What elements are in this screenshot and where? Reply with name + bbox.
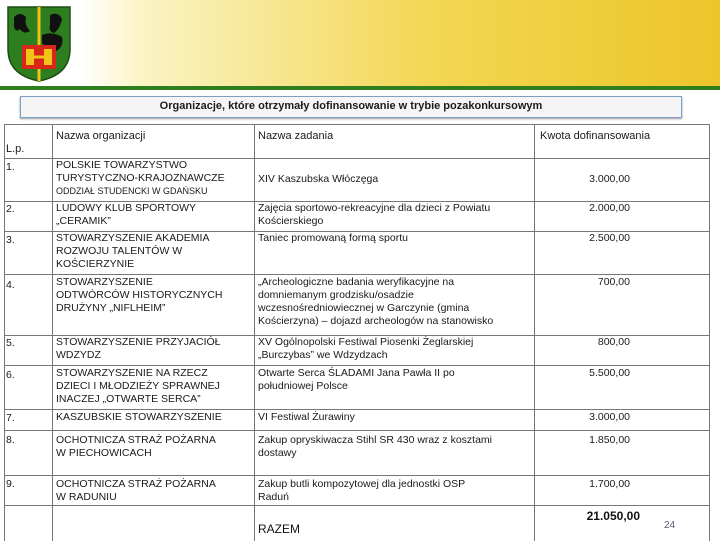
column-divider bbox=[52, 125, 53, 541]
organization-name: STOWARZYSZENIE NA RZECZ DZIECI I MŁODZIEŻY SPRAWNEJ INACZEJ „OTWARTE SERCA” bbox=[56, 367, 220, 405]
row-divider bbox=[4, 430, 710, 431]
row-number: 1. bbox=[6, 161, 15, 173]
funding-table bbox=[4, 124, 710, 541]
task-name: Zajęcia sportowo-rekreacyjne dla dzieci z Powiatu Kościerskiego bbox=[258, 202, 491, 227]
amount: 5.500,00 bbox=[589, 367, 630, 379]
coat-of-arms-icon bbox=[6, 5, 72, 83]
amount: 2.000,00 bbox=[589, 202, 630, 214]
amount: 1.850,00 bbox=[589, 434, 630, 446]
header-band bbox=[0, 0, 720, 88]
row-number: 2. bbox=[6, 203, 15, 215]
page-title: Organizacje, które otrzymały dofinansowanie w trybie pozakonkursowym bbox=[159, 100, 543, 112]
organization-name: STOWARZYSZENIE ODTWÓRCÓW HISTORYCZNYCH DRUŻYNY „NIFLHEIM” bbox=[56, 276, 223, 314]
table-border bbox=[4, 125, 5, 541]
amount: 800,00 bbox=[597, 336, 630, 348]
task-name: Taniec promowaną formą sportu bbox=[258, 232, 408, 244]
task-name: Otwarte Serca ŚLADAMI Jana Pawła II po południowej Polsce bbox=[258, 367, 455, 392]
column-divider bbox=[534, 125, 535, 541]
header-lp: L.p. bbox=[6, 143, 25, 155]
task-name: Zakup butli kompozytowej dla jednostki OSP Raduń bbox=[258, 478, 466, 503]
row-divider bbox=[4, 274, 710, 275]
page-number: 24 bbox=[664, 520, 676, 531]
organization-name: OCHOTNICZA STRAŻ POŻARNA W PIECHOWICACH bbox=[56, 434, 216, 459]
task-name: VI Festiwal Żurawiny bbox=[258, 411, 355, 423]
row-number: 8. bbox=[6, 434, 15, 446]
row-number: 4. bbox=[6, 279, 15, 291]
row-divider bbox=[4, 475, 710, 476]
row-divider bbox=[4, 505, 710, 506]
row-number: 3. bbox=[6, 234, 15, 246]
row-divider bbox=[4, 365, 710, 366]
organization-name: POLSKIE TOWARZYSTWO TURYSTYCZNO-KRAJOZNAWCZE ODDZIAŁ STUDENCKI W GDAŃSKU bbox=[56, 159, 225, 196]
header-organization: Nazwa organizacji bbox=[56, 130, 146, 142]
task-name: „Archeologiczne badania weryfikacyjne na domniemanym grodzisku/osadzie wczesnośredniowiecznej w Garczynie (gmina Kościerzyna) – dojazd archeologów na stanowisko bbox=[258, 276, 494, 327]
header-amount: Kwota dofinansowania bbox=[540, 130, 651, 142]
row-number: 6. bbox=[6, 369, 15, 381]
title-banner bbox=[20, 96, 682, 118]
row-divider bbox=[4, 409, 710, 410]
amount: 3.000,00 bbox=[589, 173, 630, 185]
task-name: Zakup opryskiwacza Stihl SR 430 wraz z kosztami dostawy bbox=[258, 434, 492, 459]
task-name: XV Ogólnopolski Festiwal Piosenki Żeglarskiej „Burczybas” we Wdzydzach bbox=[258, 336, 474, 361]
organization-name: STOWARZYSZENIE AKADEMIA ROZWOJU TALENTÓW W KOŚCIERZYNIE bbox=[56, 232, 210, 270]
task-name: XIV Kaszubska Włóczęga bbox=[258, 173, 379, 185]
amount: 1.700,00 bbox=[589, 478, 630, 490]
amount: 3.000,00 bbox=[589, 411, 630, 423]
organization-name: STOWARZYSZENIE PRZYJACIÓŁ WDZYDZ bbox=[56, 336, 221, 361]
column-divider bbox=[254, 125, 255, 541]
organization-name: LUDOWY KLUB SPORTOWY „CERAMIK” bbox=[56, 202, 197, 227]
row-number: 7. bbox=[6, 412, 15, 424]
amount: 700,00 bbox=[597, 276, 630, 288]
row-number: 9. bbox=[6, 478, 15, 490]
header-task: Nazwa zadania bbox=[258, 130, 334, 142]
header-divider bbox=[0, 86, 720, 90]
total-value: 21.050,00 bbox=[586, 509, 640, 523]
row-number: 5. bbox=[6, 337, 15, 349]
amount: 2.500,00 bbox=[589, 232, 630, 244]
organization-name: KASZUBSKIE STOWARZYSZENIE bbox=[56, 411, 222, 423]
organization-name: OCHOTNICZA STRAŻ POŻARNA W RADUNIU bbox=[56, 478, 216, 503]
table-border bbox=[709, 125, 710, 541]
total-label: RAZEM bbox=[258, 522, 300, 536]
